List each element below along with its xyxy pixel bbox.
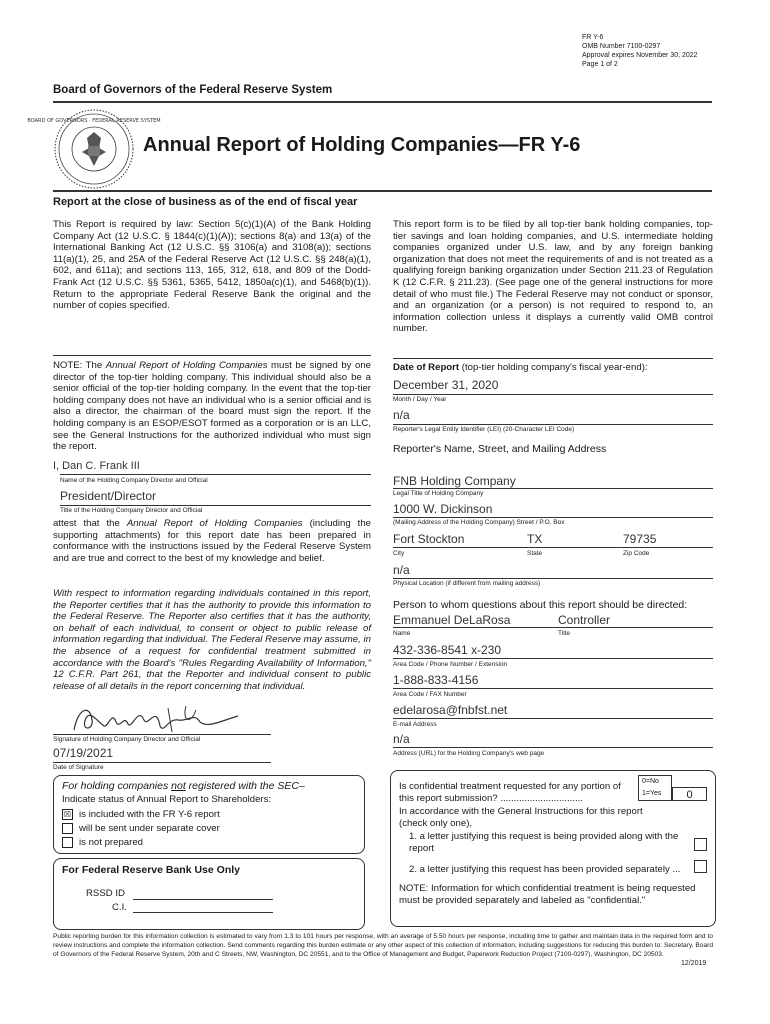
- attest-a: attest that the: [53, 518, 127, 529]
- sh-option-included[interactable]: [62, 809, 220, 821]
- federal-reserve-seal: [27, 108, 161, 190]
- seal-lettering: BOARD OF GOVERNORS · FEDERAL RESERVE SYSTEM: [27, 118, 161, 124]
- physical-location-field[interactable]: n/a: [393, 563, 410, 577]
- state-label: State: [527, 550, 543, 557]
- date-of-report-label: [393, 362, 648, 374]
- divider: [60, 505, 371, 506]
- ci-label: C.I.: [112, 902, 127, 913]
- sh-option-separate[interactable]: [62, 823, 220, 835]
- omb-number: OMB Number 7100-0297: [582, 43, 661, 50]
- lei-label: Reporter's Legal Entity Identifier (LEI) (20-Character LEI Code): [393, 426, 575, 433]
- city-label: City: [393, 550, 405, 557]
- physical-location-label: Physical Location (if different from mailing address): [393, 580, 541, 587]
- divider: [393, 718, 713, 719]
- divider: [53, 762, 271, 763]
- note-prefix: NOTE: The: [53, 360, 106, 371]
- signature-label: Signature of Holding Company Director and Official: [53, 736, 201, 743]
- signer-name-field[interactable]: [53, 459, 140, 473]
- key-yes: 1=Yes: [642, 790, 662, 797]
- street-field[interactable]: 1000 W. Dickinson: [393, 502, 493, 516]
- confidential-checkbox-2[interactable]: [694, 860, 707, 873]
- page-number: Page 1 of 2: [582, 61, 618, 68]
- rssd-field[interactable]: [133, 899, 273, 900]
- key-no: 0=No: [642, 778, 659, 785]
- signature-image: [68, 700, 248, 736]
- conf-question-text: Is confidential treatment requested for any portion of this report submission?: [399, 781, 621, 804]
- sh-heading-a: For holding companies: [62, 780, 172, 792]
- burden-statement: Public reporting burden for this information collection is estimated to vary from 1.3 to 101 hours per response, with an average of 5.50 hours per response, including time to gather and maintain data in the required form and to review instructions and complete the information collection. Send comments regarding this burden estimate or any other aspect of this collection of information, including suggestions for reducing this burden to: Secretary, Board of Governors of the Federal Reserve System, 20th and C Streets, NW, Washington, DC 20551, and to the Office of Management and Budget, Paperwork Reduction Project (7100-0297), Washington, DC 20503.: [53, 933, 713, 959]
- sh-option-label: is not prepared: [79, 837, 143, 849]
- report-date-sub: Month / Day / Year: [393, 396, 447, 403]
- divider: [53, 190, 712, 192]
- divider: [393, 517, 713, 518]
- date-label-bold: Date of Report: [393, 362, 460, 373]
- ci-field[interactable]: [133, 912, 273, 913]
- shareholders-sub: Indicate status of Annual Report to Shareholders:: [62, 794, 272, 805]
- divider: [60, 474, 371, 475]
- confidential-note: NOTE: Information for which confidential treatment is being requested must be provided separately and labeled as "confidential.": [399, 883, 696, 906]
- signer-name-label: Name of the Holding Company Director and Official: [60, 477, 208, 484]
- date-label-rest: (top-tier holding company's fiscal year-end):: [459, 362, 648, 373]
- email-label: E-mail Address: [393, 721, 437, 728]
- report-heading: Report at the close of business as of the end of fiscal year: [53, 196, 358, 208]
- report-date-field[interactable]: December 31, 2020: [393, 378, 499, 392]
- contact-name-field[interactable]: Emmanuel DeLaRosa: [393, 613, 511, 627]
- divider: [53, 734, 271, 735]
- signer-prefix: I,: [53, 460, 63, 472]
- confidential-accordance: In accordance with the General Instructions for this report (check only one),: [399, 806, 643, 829]
- confidential-item-2: 2. a letter justifying this request has been provided separately ...: [409, 864, 681, 875]
- lei-field[interactable]: n/a: [393, 408, 410, 422]
- city-field[interactable]: Fort Stockton: [393, 532, 465, 546]
- form-header-info: [582, 33, 698, 69]
- sh-heading-b: registered with the SEC–: [185, 780, 305, 792]
- url-label: Address (URL) for the Holding Company's web page: [393, 750, 545, 757]
- contact-title-label: Title: [558, 630, 571, 637]
- contact-title-field[interactable]: Controller: [558, 613, 611, 627]
- legal-authority-text: This Report is required by law: Section 5(c)(1)(A) of the Bank Holding Company Act (12 U.S.C. § 1844(c)(1)(A)); sections 8(a) and 13(a) of the International Banking Act (12 U.S.C. §§ 3106(a) and 3108(a)); sections 11(a)(1), 25, and 25A of the Federal Reserve Act (12 U.S.C. §§ 248(a)(1), 602, and 611a); and sections 113, 165, 312, 618, and 809 of the Dodd-Frank Act (12 U.S.C. §§ 5361, 5365, 5412, 1850a(c)(1), and 5468(b)(1)). Return to the appropriate Federal Reserve Bank the original and the number of copies specified.: [53, 219, 371, 312]
- divider: [393, 747, 713, 748]
- divider: [393, 488, 713, 489]
- signer-title-field[interactable]: President/Director: [60, 489, 157, 503]
- sh-option-label: will be sent under separate cover: [79, 823, 220, 835]
- sh-option-not-prepared[interactable]: [62, 837, 143, 849]
- url-field[interactable]: n/a: [393, 732, 410, 746]
- conf-dots: ...............................: [500, 792, 583, 804]
- signing-note: [53, 360, 371, 453]
- divider: [393, 658, 713, 659]
- confidential-key: [638, 775, 672, 801]
- phone-label: Area Code / Phone Number / Extension: [393, 661, 508, 668]
- shareholders-heading: [62, 780, 305, 792]
- checkbox-icon[interactable]: [62, 837, 73, 848]
- page-title: Annual Report of Holding Companies—FR Y-6: [143, 134, 581, 156]
- approval-expiry: Approval expires November 30, 2022: [582, 52, 698, 59]
- confidential-question: [399, 781, 631, 804]
- signature-date-field[interactable]: 07/19/2021: [53, 746, 114, 760]
- divider: [393, 358, 713, 359]
- divider: [393, 394, 713, 395]
- attestation-text: [53, 518, 371, 564]
- rssd-label: RSSD ID: [86, 888, 125, 899]
- company-name-label: Legal Title of Holding Company: [393, 490, 484, 497]
- street-label: (Mailing Address of the Holding Company) Street / P.O. Box: [393, 519, 565, 526]
- divider: [393, 547, 713, 548]
- form-revision: 12/2019: [681, 960, 707, 967]
- company-name-field[interactable]: FNB Holding Company: [393, 474, 516, 488]
- divider: [393, 627, 713, 628]
- contact-heading: Person to whom questions about this report should be directed:: [393, 599, 688, 611]
- sh-heading-u: not: [171, 780, 186, 792]
- signer-name: Dan C. Frank III: [62, 460, 140, 472]
- note-rest: must be signed by one director of the top-tier holding company. This individual should also be a senior official of the top-tier holding company. In the event that the top-tier holding company does not have an individual who is a senior official and is also a director, the chairman of the board must sign the report. If the holding company is an ESOP/ESOT formed as a corporation or is an LLC, see the General Instructions for the authorized individual who must sign the report.: [53, 360, 371, 453]
- filing-requirement-text: This report form is to be filed by all top-tier bank holding companies, top-tier savings and loan holding companies, and U.S. intermediate holding companies organized under U.S. law, and by any foreign banking organization that does not meet the requirements of and is not treated as a qualifying foreign banking organization under Section 211.23 of Regulation K (12 C.F.R. § 211.23). (See page one of the general instructions for more detail of who must file.) The Federal Reserve may not conduct or sponsor, and an organization (or a person) is not required to respond to, an information collection unless it displays a currently valid OMB control number.: [393, 219, 713, 335]
- signature-date-label: Date of Signature: [53, 764, 104, 771]
- form-id: FR Y-6: [582, 34, 604, 41]
- zip-label: Zip Code: [623, 550, 650, 557]
- agency-name: Board of Governors of the Federal Reserve System: [53, 84, 333, 96]
- confidential-checkbox-1[interactable]: [694, 838, 707, 851]
- checkbox-icon[interactable]: [62, 823, 73, 834]
- fax-label: Area Code / FAX Number: [393, 691, 467, 698]
- divider: [393, 578, 713, 579]
- checkbox-icon[interactable]: ☒: [63, 810, 72, 819]
- attest-italic: Annual Report of Holding Companies: [126, 518, 303, 529]
- divider: [393, 424, 713, 425]
- phone-field[interactable]: 432-336-8541 x-230: [393, 643, 502, 657]
- reporter-heading: Reporter's Name, Street, and Mailing Address: [393, 443, 607, 455]
- attest-b: (including the supporting attachments) for this report date has been prepared in conformance with the instructions issued by the Federal Reserve System and are true and correct to the best of my knowledge and belief.: [53, 518, 372, 564]
- confidential-answer-field[interactable]: 0: [672, 787, 707, 801]
- confidential-item-1: 1. a letter justifying this request is being provided along with the report: [409, 831, 679, 854]
- email-field[interactable]: edelarosa@fnbfst.net: [393, 703, 508, 717]
- divider: [53, 101, 712, 103]
- divider: [53, 355, 371, 356]
- sh-option-label: is included with the FR Y-6 report: [79, 809, 220, 821]
- signer-title-label: Title of the Holding Company Director and Official: [60, 507, 203, 514]
- state-field[interactable]: TX: [527, 532, 543, 546]
- fax-field[interactable]: 1-888-833-4156: [393, 673, 479, 687]
- zip-field[interactable]: 79735: [623, 532, 657, 546]
- divider: [393, 688, 713, 689]
- note-italic: Annual Report of Holding Companies: [105, 360, 268, 371]
- contact-name-label: Name: [393, 630, 411, 637]
- fed-use-heading: For Federal Reserve Bank Use Only: [62, 864, 240, 876]
- consent-text: With respect to information regarding individuals contained in this report, the Reporter certifies that it has the authority to provide this information to the Federal Reserve. The Reporter also certifies that it has the authority, on behalf of each individual, to consent or object to public release of information regarding that individual. The Federal Reserve may assume, in the absence of a request for confidential treatment submitted in accordance with the Board's "Rules Regarding Availability of Information," 12 C.F.R. Part 261, that the Reporter and individual consent to public release of all details in the report concerning that individual.: [53, 588, 371, 692]
